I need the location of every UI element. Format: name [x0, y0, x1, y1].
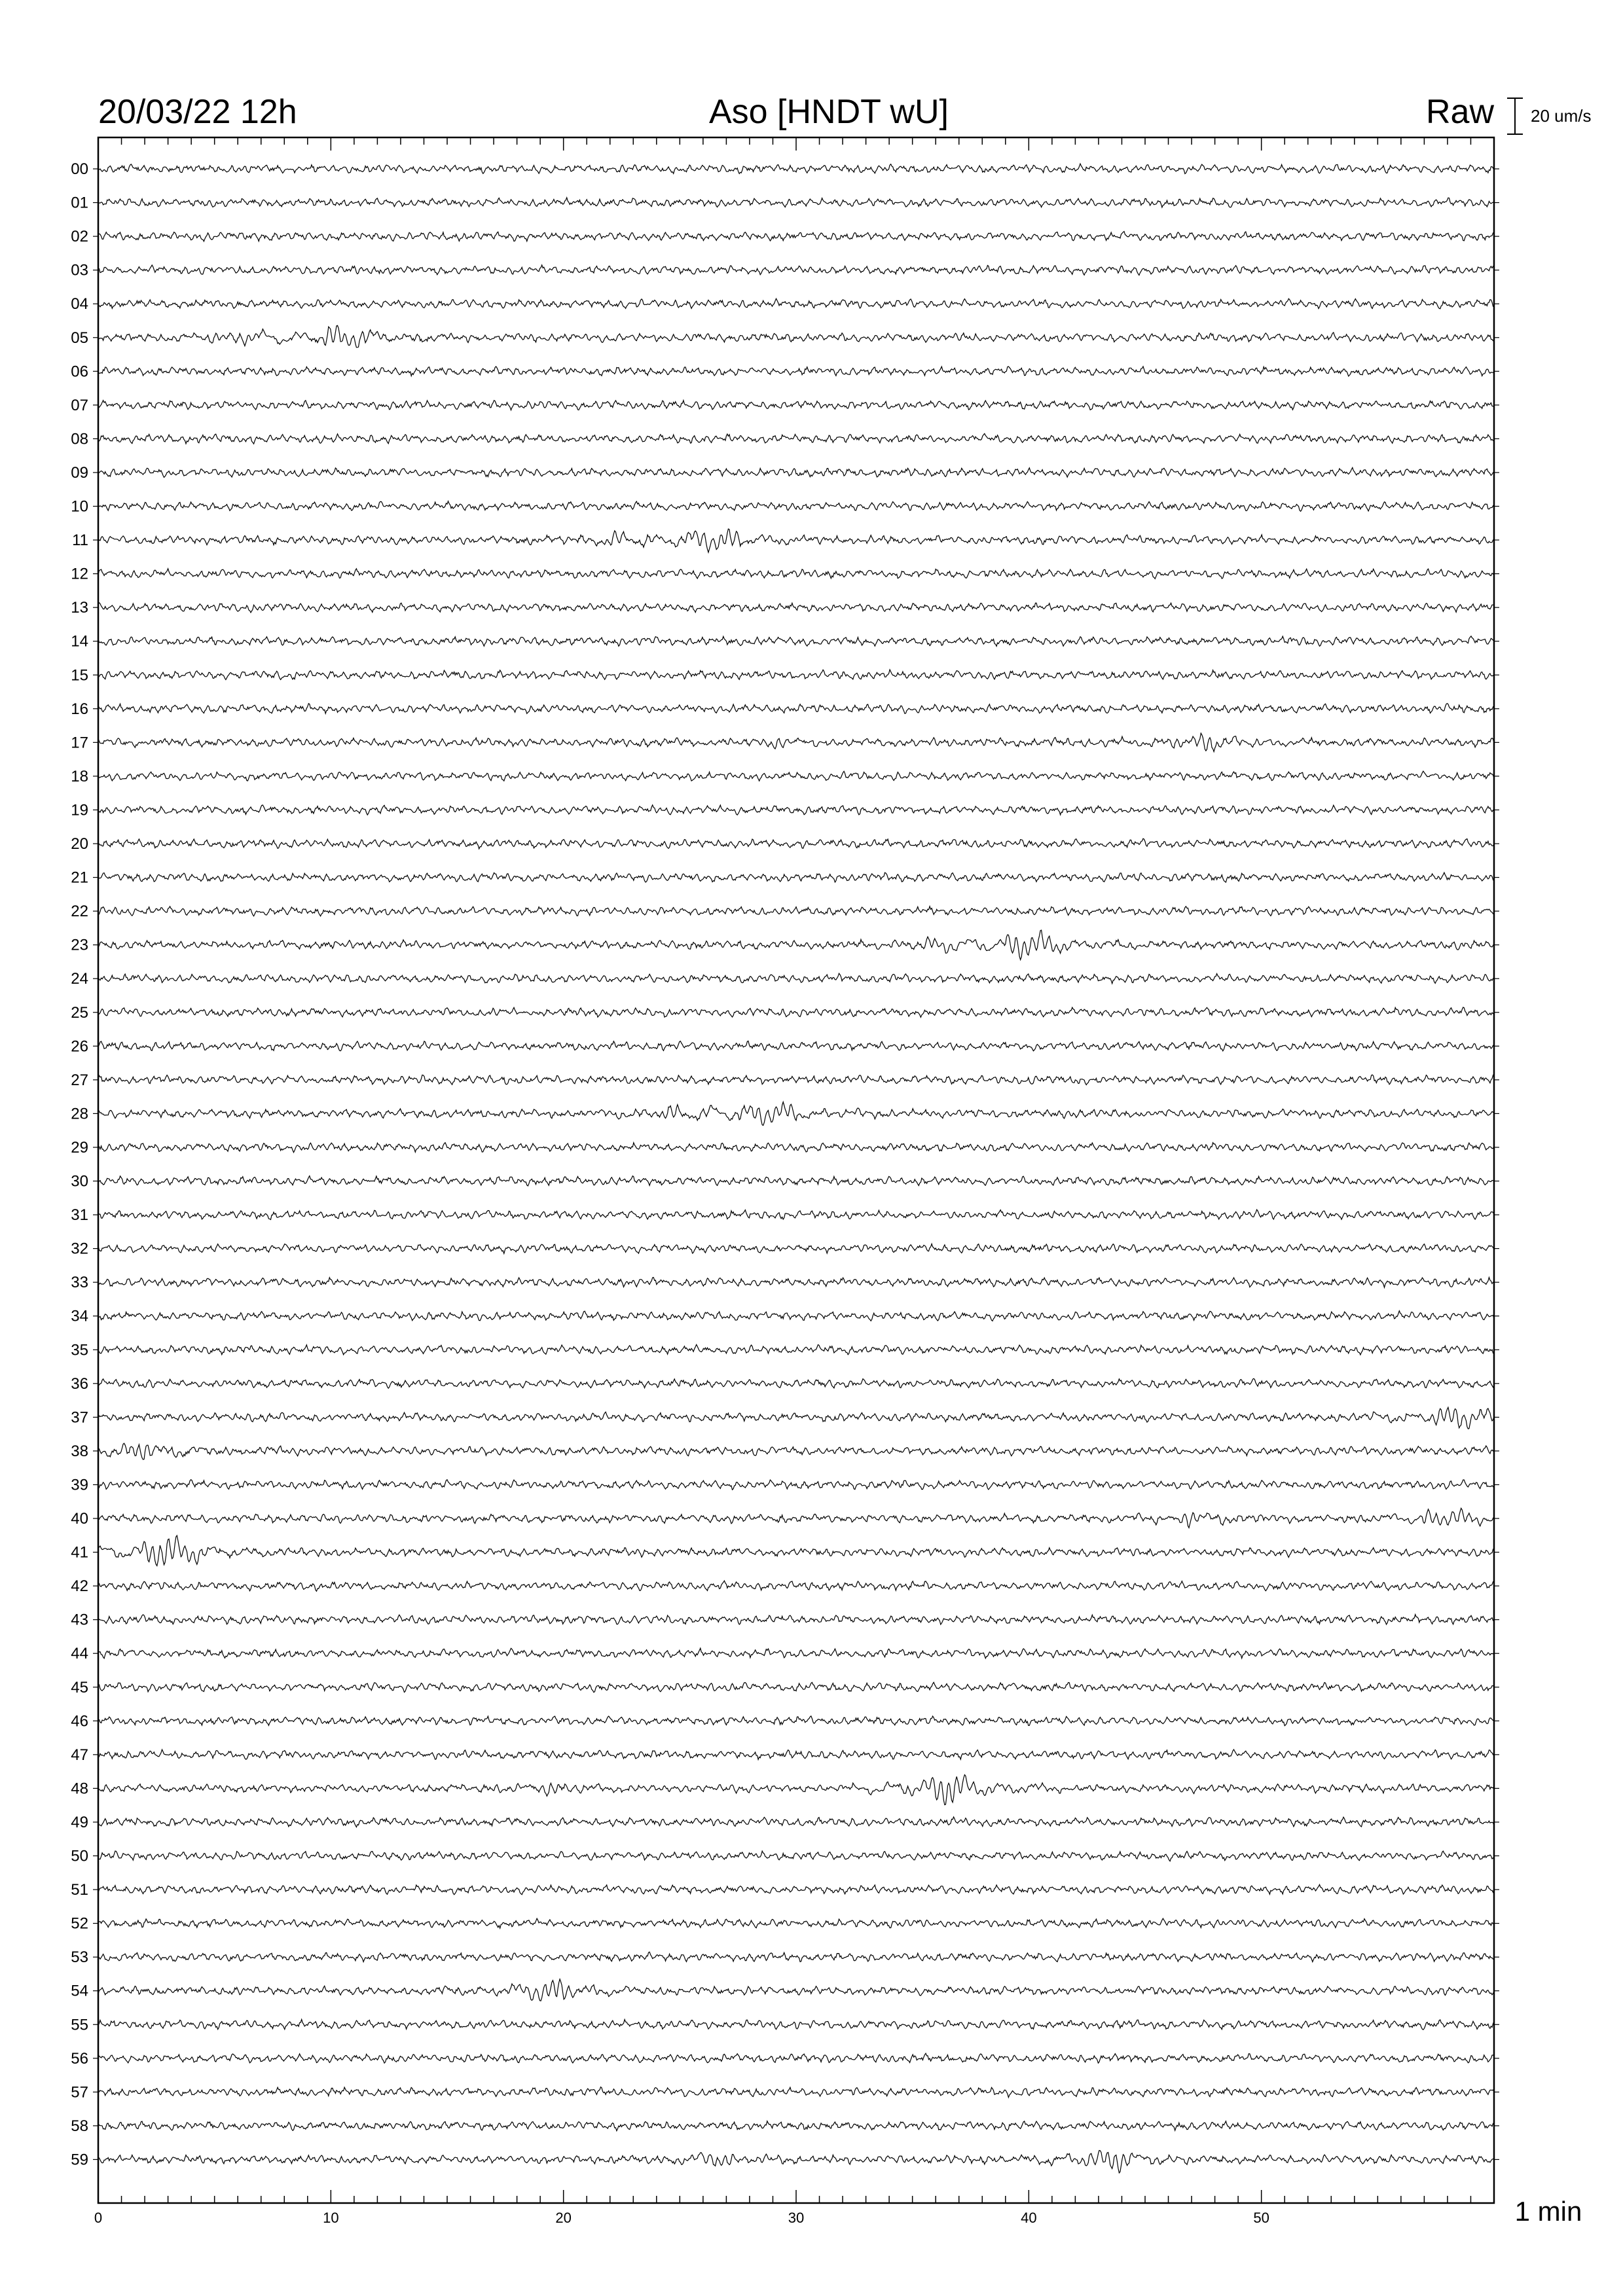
row-label: 41 — [71, 1543, 88, 1562]
row-label: 40 — [71, 1510, 88, 1528]
trace-line — [98, 298, 1494, 308]
trace-line — [98, 1581, 1494, 1591]
row-label: 01 — [71, 194, 88, 212]
trace-line — [98, 434, 1494, 444]
trace-line — [98, 325, 1494, 348]
trace-line — [98, 603, 1494, 613]
trace-line — [98, 401, 1494, 410]
row-label: 55 — [71, 2016, 88, 2034]
trace-line — [98, 906, 1494, 916]
x-axis-label: 1 min — [1514, 2196, 1582, 2227]
row-label: 37 — [71, 1408, 88, 1427]
row-label: 11 — [72, 531, 88, 550]
trace-line — [98, 501, 1494, 512]
trace-line — [98, 1716, 1494, 1726]
trace-line — [98, 198, 1494, 207]
trace-line — [98, 704, 1494, 714]
row-label: 34 — [71, 1307, 88, 1325]
x-tick-label: 20 — [555, 2210, 572, 2226]
row-label: 16 — [71, 700, 88, 718]
trace-line — [98, 1075, 1494, 1085]
trace-line — [98, 2019, 1494, 2030]
row-label: 59 — [71, 2151, 88, 2169]
trace-line — [98, 1210, 1494, 1219]
trace-line — [98, 164, 1494, 173]
row-label: 31 — [71, 1206, 88, 1225]
row-label: 54 — [71, 1982, 88, 2000]
trace-line — [98, 1884, 1494, 1894]
trace-line — [98, 1775, 1494, 1805]
trace-line — [98, 1749, 1494, 1759]
trace-line — [98, 1918, 1494, 1928]
minute-ticks — [98, 137, 1494, 2203]
trace-line — [98, 1176, 1494, 1186]
row-label: 30 — [71, 1172, 88, 1191]
row-label: 38 — [71, 1442, 88, 1460]
row-label: 21 — [71, 869, 88, 887]
row-label: 51 — [71, 1881, 88, 1899]
row-label: 50 — [71, 1847, 88, 1865]
trace-line — [98, 1682, 1494, 1692]
trace-line — [98, 1007, 1494, 1017]
trace-line — [98, 1407, 1494, 1429]
plot-frame — [98, 137, 1494, 2203]
row-label: 58 — [71, 2117, 88, 2135]
trace-line — [98, 1278, 1494, 1287]
trace-line — [98, 838, 1494, 849]
row-label: 02 — [71, 228, 88, 246]
trace-line — [98, 2151, 1494, 2173]
row-label: 27 — [71, 1071, 88, 1089]
mode-label: Raw — [1425, 93, 1494, 131]
trace-line — [98, 930, 1494, 960]
x-tick-label: 40 — [1021, 2210, 1037, 2226]
row-label: 00 — [71, 160, 88, 178]
trace-line — [98, 1817, 1494, 1827]
row-label: 05 — [71, 329, 88, 347]
row-label: 19 — [71, 801, 88, 819]
x-tick-label: 30 — [788, 2210, 805, 2226]
datetime-label: 20/03/22 12h — [98, 93, 297, 131]
trace-line — [98, 265, 1494, 276]
trace-line — [98, 1979, 1494, 2001]
row-label: 04 — [71, 295, 88, 314]
row-label: 10 — [71, 497, 88, 516]
row-label: 12 — [71, 565, 88, 583]
x-tick-label: 50 — [1253, 2210, 1269, 2226]
row-label: 33 — [71, 1274, 88, 1292]
trace-line — [98, 1851, 1494, 1861]
station-title: Aso [HNDT wU] — [709, 93, 949, 131]
trace-line — [98, 2121, 1494, 2131]
row-label: 20 — [71, 835, 88, 853]
trace-line — [98, 1102, 1494, 1126]
trace-line — [98, 1311, 1494, 1321]
x-tick-label: 0 — [94, 2210, 103, 2226]
row-label: 53 — [71, 1948, 88, 1967]
row-label: 07 — [71, 396, 88, 414]
trace-line — [98, 1480, 1494, 1490]
trace-line — [98, 1648, 1494, 1659]
trace-line — [98, 636, 1494, 647]
trace-line — [98, 1508, 1494, 1528]
row-label: 44 — [71, 1645, 88, 1663]
row-label: 56 — [71, 2049, 88, 2068]
trace-line — [98, 529, 1494, 552]
row-label: 57 — [71, 2083, 88, 2102]
trace-line — [98, 973, 1494, 984]
trace-line — [98, 670, 1494, 679]
row-label: 13 — [71, 599, 88, 617]
amplitude-scale-bar — [1507, 98, 1523, 134]
row-label: 52 — [71, 1914, 88, 1933]
trace-line — [98, 2087, 1494, 2098]
row-label: 08 — [71, 430, 88, 448]
row-label: 22 — [71, 903, 88, 921]
row-label: 09 — [71, 463, 88, 482]
row-label: 48 — [71, 1780, 88, 1798]
row-label: 36 — [71, 1374, 88, 1393]
trace-line — [98, 733, 1494, 751]
trace-line — [98, 367, 1494, 376]
row-label: 42 — [71, 1577, 88, 1596]
trace-line — [98, 1344, 1494, 1355]
trace-line — [98, 467, 1494, 477]
row-label: 25 — [71, 1003, 88, 1022]
trace-line — [98, 771, 1494, 781]
row-label: 24 — [71, 970, 88, 988]
trace-line — [98, 1378, 1494, 1388]
row-label: 06 — [71, 363, 88, 381]
row-label: 18 — [71, 767, 88, 785]
trace-line — [98, 1615, 1494, 1624]
row-label: 43 — [71, 1611, 88, 1629]
row-label: 29 — [71, 1138, 88, 1157]
row-label: 35 — [71, 1341, 88, 1359]
trace-line — [98, 1443, 1494, 1460]
row-label: 47 — [71, 1746, 88, 1764]
trace-line — [98, 1535, 1494, 1566]
row-label: 49 — [71, 1813, 88, 1831]
x-tick-labels — [94, 2210, 1269, 2226]
row-label: 46 — [71, 1712, 88, 1731]
trace-line — [98, 2053, 1494, 2063]
row-label: 03 — [71, 261, 88, 279]
row-label: 39 — [71, 1476, 88, 1494]
trace-line — [98, 1244, 1494, 1253]
scale-label: 20 um/s — [1531, 106, 1592, 126]
trace-line — [98, 1041, 1494, 1051]
row-label: 45 — [71, 1678, 88, 1696]
seismic-traces — [98, 164, 1494, 2173]
x-tick-label: 10 — [323, 2210, 339, 2226]
row-label: 14 — [71, 632, 88, 651]
row-labels — [71, 160, 1499, 2168]
row-label: 28 — [71, 1105, 88, 1123]
row-label: 17 — [71, 734, 88, 752]
trace-line — [98, 872, 1494, 882]
trace-line — [98, 805, 1494, 815]
row-label: 23 — [71, 936, 88, 954]
trace-line — [98, 232, 1494, 242]
trace-line — [98, 1143, 1494, 1153]
row-label: 32 — [71, 1240, 88, 1258]
row-label: 26 — [71, 1037, 88, 1056]
trace-line — [98, 569, 1494, 579]
trace-line — [98, 1952, 1494, 1962]
row-label: 15 — [71, 666, 88, 685]
